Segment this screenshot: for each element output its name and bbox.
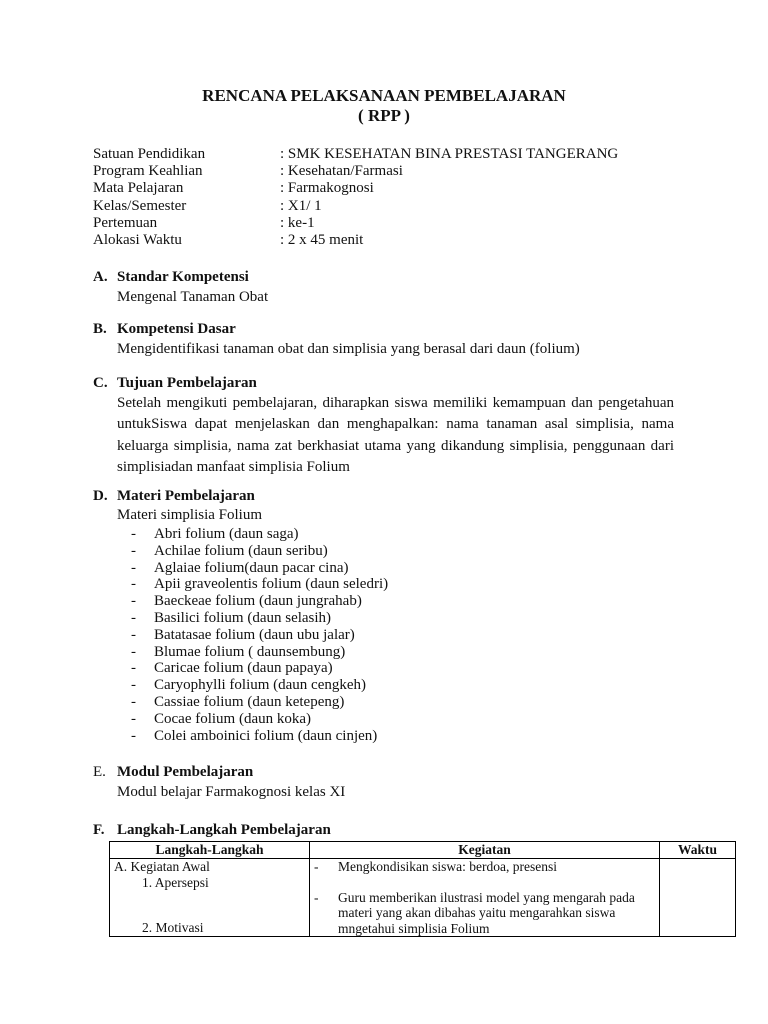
list-item-text: Baeckeae folium (daun jungrahab) — [154, 593, 362, 610]
list-item-text: Caricae folium (daun papaya) — [154, 660, 333, 677]
step-sub: 1. Apersepsi — [142, 874, 209, 890]
info-row — [93, 215, 618, 232]
document-subtitle: ( RPP ) — [358, 106, 410, 125]
list-item: - Colei amboinici folium (daun cinjen) — [131, 727, 378, 744]
section-b-heading — [93, 321, 236, 338]
list-item-text: Cocae folium (daun koka) — [154, 710, 312, 727]
section-c-body — [117, 393, 674, 478]
section-heading-text: Tujuan Pembelajaran — [117, 375, 257, 391]
table-header-row — [110, 842, 736, 859]
list-item: - Basilici folium (daun selasih) — [131, 609, 332, 626]
activity-text: Mengkondisikan siswa: berdoa, presensi — [338, 859, 557, 874]
info-value: : X1/ 1 — [280, 197, 322, 214]
info-label: Alokasi Waktu — [93, 231, 182, 248]
column-header: Waktu — [660, 842, 736, 859]
step-sub: 2. Motivasi — [142, 920, 204, 935]
activity-item-continued — [314, 905, 655, 921]
time-cell — [660, 859, 736, 937]
section-c-heading — [93, 375, 257, 392]
list-item-text: Colei amboinici folium (daun cinjen) — [154, 727, 378, 744]
list-item: - Batatasae folium (daun ubu jalar) — [131, 626, 355, 643]
section-letter: B. — [93, 321, 107, 337]
section-d-heading — [93, 488, 255, 505]
list-item-text: Cassiae folium (daun ketepeng) — [154, 693, 345, 710]
section-letter: F. — [93, 822, 105, 838]
list-item: - Blumae folium ( daunsembung) — [131, 643, 346, 660]
list-item-text: Abri folium (daun saga) — [154, 526, 299, 542]
section-heading-text: Standar Kompetensi — [117, 269, 249, 285]
list-item: - Aglaiae folium(daun pacar cina) — [131, 559, 349, 576]
info-label: Satuan Pendidikan — [93, 146, 206, 162]
list-item: - Caryophylli folium (daun cengkeh) — [131, 677, 367, 694]
materi-list — [131, 526, 388, 744]
column-header: Langkah-Langkah — [110, 842, 310, 859]
info-label: Kelas/Semester — [93, 197, 187, 214]
section-heading-text: Modul Pembelajaran — [117, 764, 254, 780]
section-d-body: Materi simplisia Folium — [117, 507, 262, 523]
info-value: : Farmakognosi — [280, 180, 374, 197]
activity-text: mngetahui simplisia Folium — [338, 920, 490, 936]
section-f-heading — [93, 822, 331, 839]
activity-item: - Guru memberikan ilustrasi model yang mengarah pada — [314, 889, 635, 905]
list-item-text: Achilae folium (daun seribu) — [154, 542, 328, 559]
list-item-text: Caryophylli folium (daun cengkeh) — [154, 677, 367, 694]
activity-text: materi yang akan dibahas yaitu mengarahkan siswa — [338, 905, 616, 920]
info-label: Pertemuan — [93, 214, 158, 231]
list-item-text: Apii graveolentis folium (daun seledri) — [154, 576, 389, 593]
section-letter: A. — [93, 269, 108, 285]
info-value: : SMK KESEHATAN BINA PRESTASI TANGERANG — [280, 146, 619, 162]
section-heading-text: Materi Pembelajaran — [117, 488, 255, 504]
section-e-heading — [93, 764, 253, 781]
list-item: - Cocae folium (daun koka) — [131, 710, 312, 727]
section-e-body: Modul belajar Farmakognosi kelas XI — [117, 784, 346, 800]
list-item: - Caricae folium (daun papaya) — [131, 660, 333, 677]
section-heading-text: Langkah-Langkah Pembelajaran — [117, 822, 331, 838]
list-item-text: Batatasae folium (daun ubu jalar) — [154, 626, 355, 643]
langkah-table — [109, 841, 736, 937]
info-value: : Kesehatan/Farmasi — [280, 163, 403, 180]
section-a-heading — [93, 269, 249, 286]
document-title: RENCANA PELAKSANAAN PEMBELAJARAN — [202, 86, 566, 105]
info-label: Mata Pelajaran — [93, 180, 184, 197]
steps-cell — [110, 859, 310, 937]
identity-block — [93, 146, 618, 249]
column-header: Kegiatan — [310, 842, 660, 859]
list-item: - Cassiae folium (daun ketepeng) — [131, 693, 345, 710]
list-item-text: Blumae folium ( daunsembung) — [154, 643, 346, 660]
activity-text: Guru memberikan ilustrasi model yang mengarah pada — [338, 889, 635, 905]
info-row — [93, 198, 618, 215]
table-row — [110, 859, 736, 937]
section-heading-text: Kompetensi Dasar — [117, 321, 236, 337]
activities-cell — [310, 859, 660, 937]
info-row — [93, 180, 618, 197]
list-item: - Abri folium (daun saga) — [131, 526, 299, 542]
list-item: - Apii graveolentis folium (daun seledri) — [131, 576, 389, 593]
info-row — [93, 163, 618, 180]
list-item: - Achilae folium (daun seribu) — [131, 542, 328, 559]
info-value: : ke-1 — [280, 214, 315, 231]
section-letter: C. — [93, 375, 108, 391]
section-letter: E. — [93, 764, 106, 780]
section-b-body: Mengidentifikasi tanaman obat dan simplisia yang berasal dari daun (folium) — [117, 341, 580, 357]
list-item-text: Aglaiae folium(daun pacar cina) — [154, 559, 349, 576]
activity-item: - Mengkondisikan siswa: berdoa, presensi — [314, 859, 557, 874]
info-row — [93, 146, 618, 163]
info-label: Program Keahlian — [93, 163, 203, 180]
info-value: : 2 x 45 menit — [280, 231, 364, 248]
list-item: - Baeckeae folium (daun jungrahab) — [131, 593, 362, 610]
list-item-text: Basilici folium (daun selasih) — [154, 609, 332, 626]
activity-item-continued — [314, 921, 655, 937]
tujuan-paragraph: Setelah mengikuti pembelajaran, diharapkan siswa memiliki kemampuan dan pengetahuan untukSiswa dapat menjelaskan dan menghapalkan: nama tanaman asal simplisia, nama keluarga simplisia, nama zat berkhasiat utama yang dikandung simplisia, penggunaan dari simplisiadan manfaat simplisia Folium — [117, 395, 674, 475]
section-a-body: Mengenal Tanaman Obat — [117, 289, 269, 305]
info-row — [93, 232, 618, 249]
step-main: A. Kegiatan Awal — [114, 859, 210, 874]
section-letter: D. — [93, 488, 108, 504]
